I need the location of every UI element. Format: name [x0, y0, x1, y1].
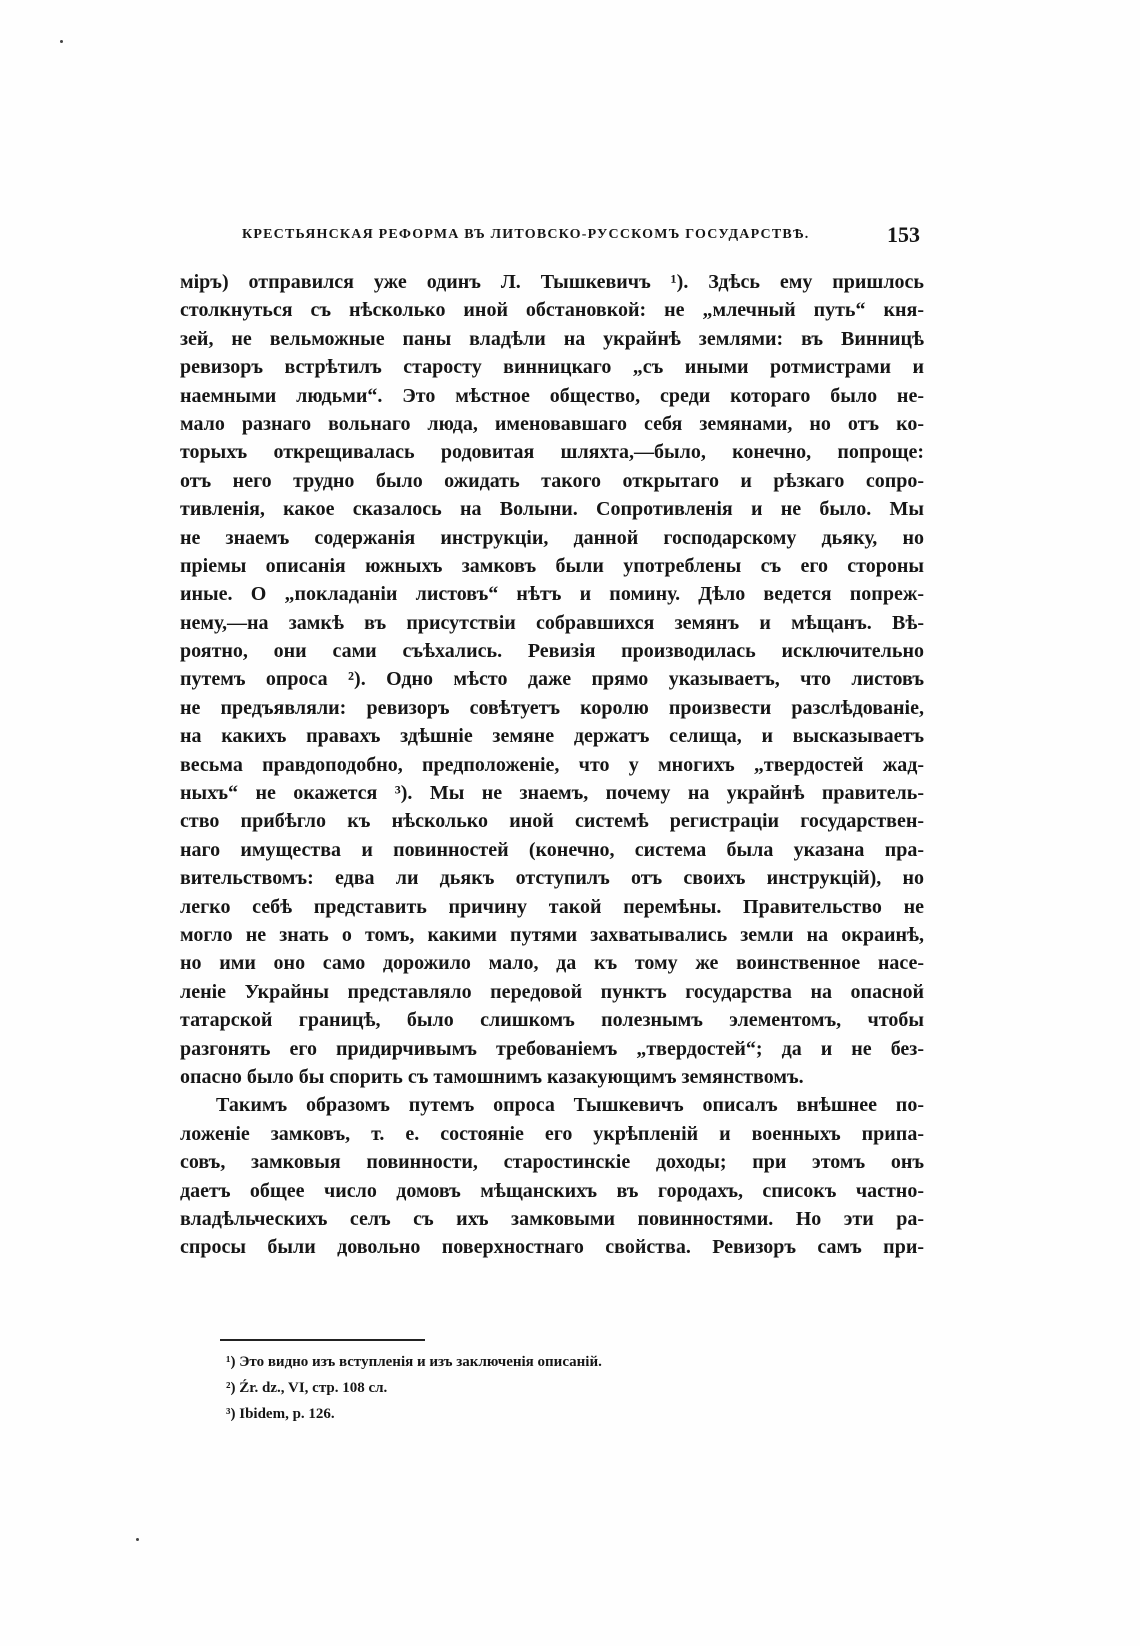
text-line: ныхъ“ не окажется ³). Мы не знаемъ, почему на украйнѣ правитель- [180, 782, 924, 805]
text-line: легко себѣ представить причину такой перемѣны. Правительство не [180, 895, 924, 918]
text-line: разгонять его придирчивымъ требованіемъ „твердостей“; да и не без- [180, 1037, 924, 1060]
text-line: могло не знать о томъ, какими путями захватывались земли на окраинѣ, [180, 923, 924, 946]
text-line: опасно было бы спорить съ тамошнимъ казакующимъ земянствомъ. [180, 1065, 804, 1088]
text-line: но ими оно само дорожило мало, да къ тому же воинственное насе- [180, 952, 924, 975]
body-text [180, 268, 924, 1262]
text-line: леніе Украйны представляло передовой пунктъ государства на опасной [180, 980, 924, 1003]
footnotes [226, 1349, 826, 1427]
text-line: наемными людьми“. Это мѣстное общество, среди котораго было не- [180, 384, 924, 407]
scan-speck [136, 1538, 139, 1541]
text-line: даетъ общее число домовъ мѣщанскихъ въ городахъ, списокъ частно- [180, 1179, 924, 1202]
running-head [230, 222, 920, 252]
footnote-divider [220, 1339, 425, 1341]
text-line: пріемы описанія южныхъ замковъ были употреблены съ его стороны [180, 554, 924, 577]
text-line: ство прибѣгло къ нѣсколько иной системѣ регистраціи государствен- [180, 810, 924, 833]
page-number: 153 [887, 222, 920, 247]
text-line: татарской границѣ, было слишкомъ полезнымъ элементомъ, чтобы [180, 1009, 924, 1032]
text-line: Такимъ образомъ путемъ опроса Тышкевичъ описалъ внѣшнее по- [216, 1094, 924, 1117]
text-line: отъ него трудно было ожидать такого открытаго и рѣзкаго сопро- [180, 469, 924, 492]
footnote-2: ²) Źr. dz., VI, стр. 108 сл. [226, 1380, 388, 1396]
text-line: вительствомъ: едва ли дьякъ отступилъ отъ своихъ инструкцій), но [180, 867, 924, 890]
scan-speck [60, 40, 63, 43]
text-line: роятно, они сами съѣхались. Ревизія производилась исключительно [180, 640, 924, 663]
text-line: ложеніе замковъ, т. е. состояніе его укрѣпленій и военныхъ припа- [180, 1122, 924, 1145]
text-line: наго имущества и повинностей (конечно, система была указана пра- [180, 838, 924, 861]
text-line: торыхъ открещивалась родовитая шляхта,—было, конечно, попроще: [180, 441, 924, 464]
text-line: на какихъ правахъ здѣшніе земяне держатъ селища, и высказываетъ [180, 725, 924, 748]
text-line: ревизоръ встрѣтилъ старосту винницкаго „съ иными ротмистрами и [180, 356, 924, 379]
text-line: зей, не вельможные паны владѣли на украйнѣ землями: въ Винницѣ [180, 327, 924, 350]
text-line: спросы были довольно поверхностнаго свойства. Ревизоръ самъ при- [180, 1236, 924, 1259]
text-line: путемъ опроса ²). Одно мѣсто даже прямо указываетъ, что листовъ [180, 668, 924, 691]
text-line: міръ) отправился уже одинъ Л. Тышкевичъ ¹). Здѣсь ему пришлось [180, 271, 924, 293]
text-line: иные. О „покладаніи листовъ“ нѣтъ и помину. Дѣло ведется попреж- [180, 583, 924, 606]
running-title: КРЕСТЬЯНСКАЯ РЕФОРМА ВЪ ЛИТОВСКО-РУССКОМЪ ГОСУДАРСТВѢ. [242, 227, 810, 242]
text-line: не знаемъ содержанія инструкціи, данной господарскому дьяку, но [180, 526, 924, 549]
text-line: столкнуться съ нѣсколько иной обстановкой: не „млечный путь“ кня- [180, 299, 924, 322]
text-line: совъ, замковыя повинности, старостинскіе доходы; при этомъ онъ [180, 1151, 924, 1174]
footnote-1: ¹) Это видно изъ вступленія и изъ заключенія описаній. [226, 1354, 602, 1370]
text-line: владѣльческихъ селъ съ ихъ замковыми повинностями. Но эти ра- [180, 1207, 924, 1230]
footnote-3: ³) Ibidem, p. 126. [226, 1406, 335, 1422]
text-line: весьма правдоподобно, предположеніе, что у многихъ „твердостей жад- [180, 753, 924, 776]
text-line: мало разнаго вольнаго люда, именовавшаго себя земянами, но отъ ко- [180, 412, 924, 435]
text-line: не предъявляли: ревизоръ совѣтуетъ королю произвести разслѣдованіе, [180, 696, 924, 719]
text-line: тивленія, какое сказалось на Волыни. Сопротивленія и не было. Мы [180, 498, 924, 521]
text-line: нему,—на замкѣ въ присутствіи собравшихся земянъ и мѣщанъ. Вѣ- [180, 611, 924, 634]
